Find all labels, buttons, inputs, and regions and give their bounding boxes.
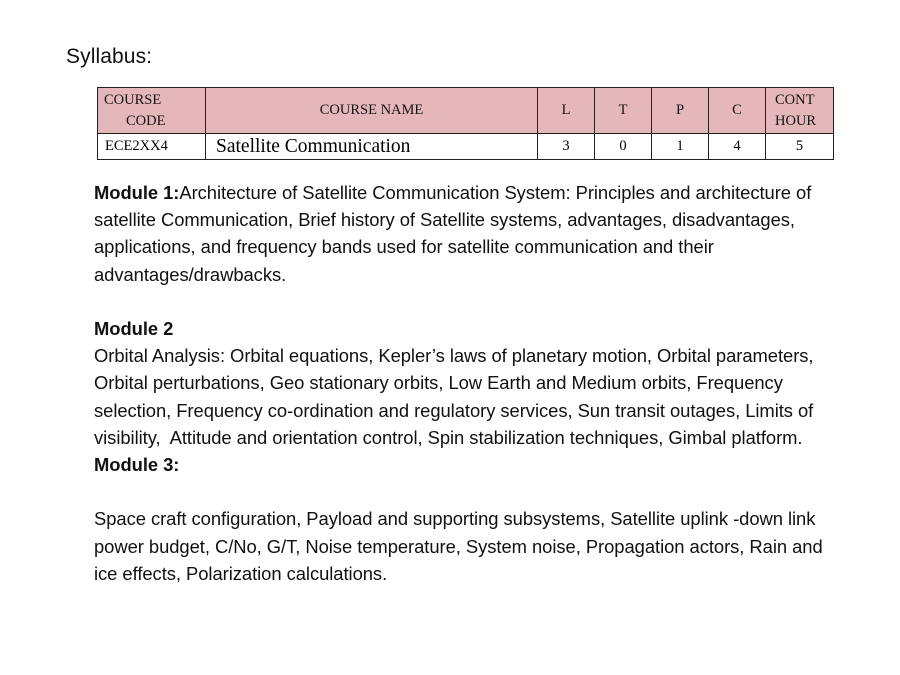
cell-t — [595, 134, 652, 160]
header-cont-hour-line2: HOUR — [775, 112, 817, 129]
c-value: 4 — [733, 138, 741, 154]
cell-cont-hour — [766, 134, 834, 160]
table-header-row — [98, 88, 834, 134]
l-value: 3 — [562, 138, 570, 154]
header-cont-hour-line1: CONT — [775, 91, 815, 108]
module-gap-3 — [94, 478, 836, 505]
header-cell-course-code — [98, 88, 206, 134]
module-2-label: Module 2 — [94, 318, 174, 339]
cell-l — [538, 134, 595, 160]
course-code-value: ECE2XX4 — [105, 138, 168, 154]
page-title: Syllabus: — [66, 45, 153, 68]
module-1-label: Module 1: — [94, 182, 180, 203]
syllabus-modules — [94, 179, 836, 587]
cell-course-name — [206, 134, 538, 160]
module-gap-1 — [94, 288, 836, 315]
course-name-value: Satellite Communication — [216, 135, 411, 157]
cell-c — [709, 134, 766, 160]
table-row — [98, 134, 834, 160]
header-course-code-line2: CODE — [126, 112, 166, 129]
module-3-label: Module 3: — [94, 454, 180, 476]
cell-course-code — [98, 134, 206, 160]
header-l-label: L — [561, 102, 571, 118]
header-course-code-line1: COURSE — [104, 91, 162, 108]
course-table-container — [97, 87, 833, 160]
t-value: 0 — [619, 138, 627, 154]
header-cell-p — [652, 88, 709, 134]
module-1-block — [94, 179, 836, 288]
cont-hour-value: 5 — [795, 138, 804, 154]
module-2-heading — [94, 315, 836, 342]
header-course-name-label: COURSE NAME — [319, 102, 424, 118]
cell-p — [652, 134, 709, 160]
header-cell-course-name — [206, 88, 538, 134]
module-3-body: Space craft configuration, Payload and supporting subsystems, Satellite uplink -down link power budget, C/No, G/T, Noise temperature, System noise, Propagation actors, Rain and ice effects, Polarization calculations. — [94, 508, 828, 584]
module-3-heading — [94, 451, 836, 478]
module-3-body-block — [94, 505, 836, 587]
header-cell-cont-hour — [766, 88, 834, 134]
p-value: 1 — [676, 138, 684, 154]
module-1-body: Architecture of Satellite Communication System: Principles and architecture of satellite Communication, Brief history of Satellite systems, advantages, disadvantages, applications, and frequency bands used for satellite communication and their advantages/drawbacks. — [94, 182, 817, 285]
module-2-body-block — [94, 342, 836, 451]
header-cell-t — [595, 88, 652, 134]
header-cell-l — [538, 88, 595, 134]
header-c-label: C — [732, 102, 742, 118]
header-cell-c — [709, 88, 766, 134]
course-table — [97, 87, 834, 160]
header-t-label: T — [618, 102, 628, 118]
module-2-body: Orbital Analysis: Orbital equations, Kepler’s laws of planetary motion, Orbital parameters, Orbital perturbations, Geo stationary orbits, Low Earth and Medium orbits, Frequency selection, Frequency co-ordination and regulatory services, Sun transit outages, Limits of visibility, Attitude and orientation control, Spin stabilization techniques, Gimbal platform. — [94, 345, 819, 448]
header-p-label: P — [675, 102, 685, 118]
